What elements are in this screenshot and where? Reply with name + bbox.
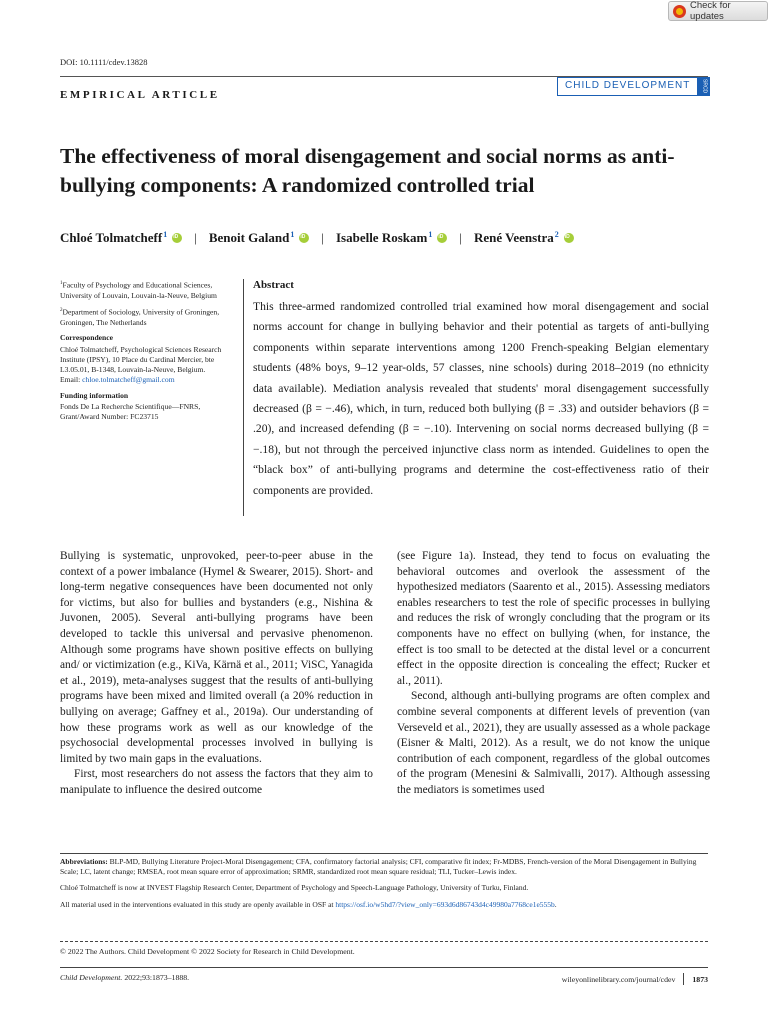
footnote-rule — [60, 853, 708, 854]
orcid-icon[interactable] — [564, 233, 574, 243]
journal-badge[interactable] — [557, 77, 710, 96]
orcid-icon[interactable] — [299, 233, 309, 243]
affiliation-mark[interactable]: 1 — [428, 229, 433, 239]
footnotes — [60, 857, 710, 916]
abbreviations-note: Abbreviations: BLP-MD, Bullying Literature Project-Moral Disengagement; CFA, confirmatory factorial analysis; CFI, comparative fit index; Fr-MDBS, French-version of the Moral Disengagement in Bullying Scale; LC, latent change; RMSEA, root mean square error of approximation; SRMR, standardized root mean square residual; TLI, Tucker–Lewis index. — [60, 857, 697, 877]
materials-note: All material used in the interventions evaluated in this study are openly available in OSF at https://osf.io/w5hd7/?view_only=693d6d86743d4c49980a7768ce1e555b. — [60, 899, 557, 909]
paragraph: (see Figure 1a). Instead, they tend to focus on evaluating the behavioral outcomes and overlook the assessment of the hypothesized mediators (Saarento et al., 2015). Assessing mediators enables researchers to test the role of specific processes in bullying and reduces the risk of wrongly concluding that the program or its components have no effect on bullying (when, for instance, the effect is too small to be detected at the distal level or a concurrent effect in the opposite direction is concealing the effect; Rucker et al., 2011). — [397, 550, 710, 687]
page-number: 1873 — [692, 974, 708, 984]
body-text — [60, 549, 710, 799]
affiliation-mark[interactable]: 1 — [290, 229, 295, 239]
check-for-updates-button[interactable] — [668, 1, 768, 21]
orcid-icon[interactable] — [172, 233, 182, 243]
funding-heading: Funding information — [60, 390, 129, 400]
osf-link[interactable]: https://osf.io/w5hd7/?view_only=693d6d86743d4c49980a7768ce1e555b — [335, 899, 555, 909]
correspondence-text: Chloé Tolmatcheff, Psychological Sciences Research Institute (IPSY), 10 Place du Cardinal Mercier, bte L3.05.01, B-1348, Louvain-la-Neuve, Belgium. Email: chloe.tolmatcheff@gmail.com — [60, 344, 222, 385]
check-updates-label: Check for updates — [690, 0, 731, 22]
abstract — [253, 279, 709, 501]
affiliation-mark[interactable]: 2 — [554, 229, 559, 239]
affiliation-note: Chloé Tolmatcheff is now at INVEST Flagship Research Center, Department of Psychology and Speech-Language Pathology, University of Turku, Finland. — [60, 883, 529, 893]
author-name[interactable]: Benoit Galand — [208, 230, 290, 245]
footer-rule — [60, 967, 708, 968]
affiliation-1: $^1$Faculty of Psychology and Educational Sciences, University of Louvain, Louvain-la-Neuve, Belgium — [60, 280, 217, 300]
body-column-right — [397, 549, 710, 799]
article-sidebar — [60, 279, 235, 428]
author-name[interactable]: Isabelle Roskam — [335, 230, 428, 245]
check-updates-icon — [673, 5, 686, 18]
affiliation-mark[interactable]: 1 — [163, 229, 168, 239]
author-separator: | — [194, 230, 197, 245]
author-list — [60, 230, 720, 246]
orcid-icon[interactable] — [437, 233, 447, 243]
funding-text: Fonds De La Recherche Scientifique—FNRS, Grant/Award Number: FC23715 — [60, 402, 201, 422]
footnote-dashed-rule — [60, 941, 708, 942]
paragraph: First, most researchers do not assess the factors that they aim to manipulate to influence the desired outcome — [60, 768, 373, 796]
author-separator: | — [459, 230, 462, 245]
abstract-heading: Abstract — [253, 279, 294, 291]
footer-citation: Child Development. 2022;93:1873–1888. — [60, 973, 190, 982]
article-title: The effectiveness of moral disengagement and social norms as anti-bullying components: A randomized controlled trial — [60, 144, 675, 197]
email-link[interactable]: chloe.tolmatcheff@gmail.com — [82, 375, 175, 385]
author-name[interactable]: Chloé Tolmatcheff — [60, 230, 163, 245]
copyright-notice: © 2022 The Authors. Child Development © 2022 Society for Research in Child Development. — [60, 947, 355, 956]
abstract-text: This three-armed randomized controlled trial examined how moral disengagement and social norms account for change in bullying behavior and their potential as targets of anti-bullying components within separate interventions among 1200 French-speaking Belgian elementary students (48% boys, 9–12 year-olds, 57 classes, nine schools) during 2018–2019 (no ethnicity data available). Mediation analysis revealed that students' moral disengagement successfully decreased (β = −.46), which, in turn, reduced both bullying (β = .33) and outsider behaviors (β = .20), and increased defending (β = −.10). Intervening on social norms decreased bullying (β = −.18), but not through the perceived injunctive class norm as intended. Guidelines to open the “black box” of anti-bullying programs and determine the cost-effectiveness ratio of their components are provided. — [253, 300, 709, 497]
author-separator: | — [321, 230, 324, 245]
affiliation-2: $^2$Department of Sociology, University of Groningen, Groningen, The Netherlands — [60, 307, 220, 327]
body-column-left — [60, 549, 373, 799]
doi[interactable]: DOI: 10.1111/cdev.13828 — [60, 57, 148, 67]
article-type: EMPIRICAL ARTICLE — [60, 89, 220, 101]
journal-url[interactable]: wileyonlinelibrary.com/journal/cdev — [561, 974, 676, 984]
journal-side-label: SRCD — [698, 77, 710, 96]
abstract-divider — [243, 279, 244, 516]
journal-name: CHILD DEVELOPMENT — [557, 77, 698, 96]
paragraph: Second, although anti-bullying programs are often complex and combine several components at different levels of prevention (van Verseveld et al., 2021), they are usually assessed as a whole package (Eisner & Malti, 2012). As a result, we do not know the unique contribution of each component, regardless of the global outcomes of the program (Menesini & Salmivalli, 2017). Although assessing the mediators is sometimes used — [397, 690, 710, 796]
footer-divider — [683, 973, 684, 985]
footer-right — [562, 973, 708, 985]
paragraph: Bullying is systematic, unprovoked, peer-to-peer abuse in the context of a power imbalance (Hymel & Swearer, 2015). Short- and long-term negative consequences have been documented not only for victims, but also for bullies and bystanders (e.g., Nishina & Juvonen, 2005). Several anti-bullying programs have been developed to tackle this universal and pervasive phenomenon. Although some programs have shown positive effects on bullying and/ or victimization (e.g., KiVa, Kärnä et al., 2011; ViSC, Yanagida et al., 2019), meta-analyses suggest that the results of anti-bullying programs have been mixed and limited overall (a 20% reduction in bullying on average; Gaffney et al., 2019a). Our understanding of how these programs work as well as our knowledge of the psychosocial developmental processes involved in bullying is limited by two main gaps in the evaluations. — [60, 550, 373, 765]
author-name[interactable]: René Veenstra — [473, 230, 554, 245]
correspondence-heading: Correspondence — [60, 333, 114, 343]
